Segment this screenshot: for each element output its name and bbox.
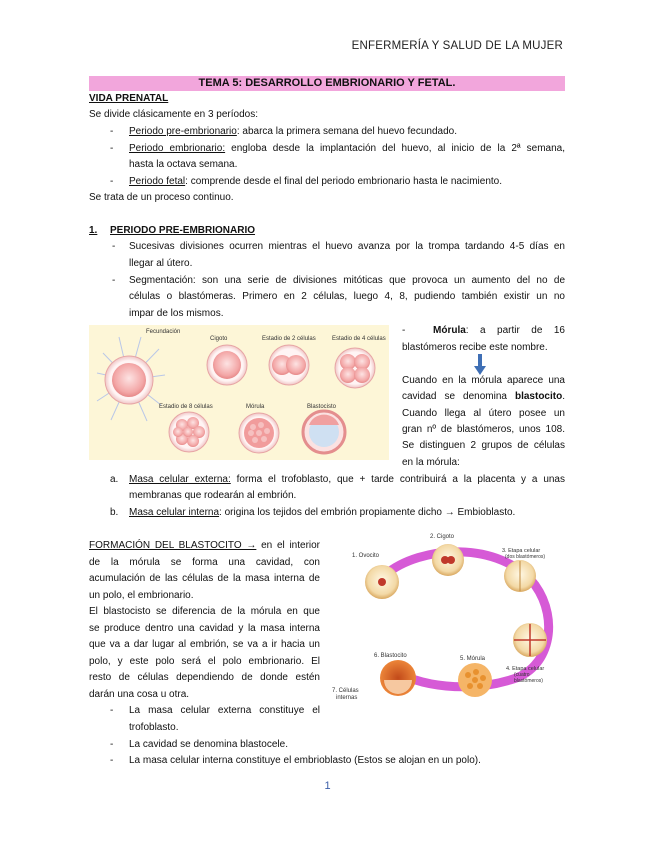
paragraph-line (89, 538, 320, 555)
label-etapa-4a: 4. Etapa celular (506, 666, 545, 672)
term: Periodo embrionario: (129, 143, 226, 154)
blastocyst (380, 660, 416, 696)
two-cell-stage (269, 345, 309, 385)
term: blastocito (514, 391, 563, 402)
label-ovocito: 1. Ovocito (352, 553, 380, 559)
list-item (129, 174, 502, 191)
bullet-dash: - (402, 325, 406, 336)
bullet-dash: - (112, 275, 116, 286)
bullet-dash: - (110, 705, 114, 716)
bullet-dash: - (112, 241, 116, 252)
paragraph-line: acumulación de las células de la masa interna de (89, 573, 320, 584)
section-heading-pre-embrionario: PERIODO PRE-EMBRIONARIO (110, 225, 256, 236)
item-text-cont: llegar al útero. (129, 258, 193, 269)
intro-text: Se divide clásicamente en 3 períodos: (89, 109, 258, 120)
list-item: Segmentación: son una serie de divisiones mitóticas que provoca un aumento del no de (129, 275, 565, 286)
paragraph-line: darán una cosa u otra. (89, 689, 190, 700)
list-item (129, 141, 565, 158)
paragraph-line: que va a dar lugar al embrión, se va a ir hacia un (89, 639, 320, 650)
embryo-cycle-illustration (330, 530, 562, 708)
list-item (433, 323, 565, 340)
list-item: Sucesivas divisiones ocurren mientras el huevo avanza por la trompa tardando 4-5 días en (129, 241, 565, 252)
label-cigoto: Cigoto (210, 336, 228, 342)
paragraph-line: cavidad se denomina blastocito. (402, 391, 565, 402)
paragraph-line: polo, y este polo será el polo embrionario. El (89, 656, 320, 667)
term: Periodo fetal (129, 176, 186, 187)
list-item: La masa celular externa constituye el (129, 705, 320, 716)
label-etapa-3a: 3. Etapa celular (502, 548, 541, 554)
item-text-cont: trofoblasto. (129, 722, 179, 733)
label-morula: Mórula (246, 404, 265, 410)
list-item (129, 124, 457, 141)
text-span: cavidad se denomina (402, 391, 515, 402)
paragraph-line: se produce dentro una cavidad y la masa interna (89, 623, 320, 634)
label-blastocito: 6. Blastocito (374, 653, 407, 659)
paragraph-line: en la mórula: (402, 457, 460, 468)
label-blastocisto: Blastocisto (307, 404, 337, 410)
morula-stage (239, 413, 279, 453)
bullet-dash: - (110, 143, 114, 154)
paragraph-line: El blastocisto se diferencia de la mórula en que (89, 606, 320, 617)
bullet-dash: - (110, 739, 114, 750)
running-header: ENFERMERÍA Y SALUD DE LA MUJER (351, 40, 563, 52)
item-text: : a partir de 16 (465, 325, 565, 336)
text-span: en el interior (261, 540, 321, 551)
term: Periodo pre-embrionario (129, 126, 237, 137)
zygote (432, 544, 464, 576)
label-celulas-b: internas (336, 695, 358, 701)
label-fecundacion: Fecundación (146, 329, 181, 335)
item-text: forma el trofoblasto, que + tarde contribuirá a la placenta y a unas (230, 474, 565, 485)
oocyte (365, 565, 399, 599)
zygote-stage (207, 345, 247, 385)
item-text-cont: hasta la octava semana. (129, 159, 238, 170)
four-cell-stage (335, 348, 375, 388)
label-cigoto: 2. Cigoto (430, 534, 455, 540)
label-etapa-3b: (dos blastómeros) (505, 554, 546, 560)
section-number: 1. (89, 225, 98, 236)
item-text: : comprende desde el final del periodo embrionario hasta le nacimiento. (185, 176, 503, 187)
term: Masa celular interna (129, 507, 220, 518)
item-text: : origina los tejidos del embrión propiamente dicho → Embioblasto. (219, 507, 516, 518)
subsection-heading-formacion: FORMACIÓN DEL BLASTOCITO → (89, 540, 257, 551)
list-letter: a. (110, 474, 119, 485)
label-celulas-a: 7. Células (332, 688, 359, 694)
label-estadio-2: Estadio de 2 células (262, 336, 316, 342)
item-text-cont: impar de los mismos. (129, 308, 224, 319)
item-text: : abarca la primera semana del huevo fecundado. (236, 126, 457, 137)
blastocyst-stage (303, 411, 345, 453)
four-cell (513, 623, 547, 657)
label-etapa-4c: blastómeros) (514, 678, 543, 684)
item-text-cont: membranas que rodearán al embrión. (129, 490, 297, 501)
list-item: La masa celular interna constituye el embrioblasto (Estos se alojan en un polo). (129, 755, 481, 766)
term: Masa celular externa: (129, 474, 231, 485)
label-estadio-4: Estadio de 4 células (332, 336, 386, 342)
page-title: TEMA 5: DESARROLLO EMBRIONARIO Y FETAL. (198, 77, 456, 89)
label-etapa-4b: (cuatro (514, 672, 530, 678)
label-morula: 5. Mórula (460, 656, 486, 662)
list-letter: b. (110, 507, 119, 518)
outro-text: Se trata de un proceso continuo. (89, 192, 234, 203)
paragraph-line: resto de células dependiendo de donde estén (89, 672, 320, 683)
two-cell (504, 560, 536, 592)
cell-division-figure (89, 325, 389, 460)
fertilization-stage (97, 337, 165, 421)
list-item: La cavidad se denomina blastocele. (129, 739, 288, 750)
paragraph-line: Se distinguen 2 grupos de células (402, 440, 565, 451)
list-item (129, 505, 515, 522)
label-estadio-8: Estadio de 8 células (159, 404, 213, 410)
item-text: engloba desde la implantación del huevo, al inicio de la 2ª semana, (225, 143, 565, 154)
paragraph-line: de la mórula se forma una cavidad, con (89, 557, 320, 568)
paragraph-line: gran nº de blastómeros, unos 108. (402, 424, 565, 435)
bullet-dash: - (110, 755, 114, 766)
section-heading-vida-prenatal: VIDA PRENATAL (89, 93, 169, 104)
paragraph-line: Cuando llega al útero posee un (402, 408, 565, 419)
cell-division-illustration (89, 325, 389, 460)
term: Mórula (433, 325, 466, 336)
bullet-dash: - (110, 176, 114, 187)
item-text-cont: blastómeros recibe este nombre. (402, 342, 548, 353)
morula (458, 663, 492, 697)
item-text-cont: células o blastómeras. Primero en 2 células, luego 4, 8, pudiendo también existir un no (129, 291, 565, 302)
bullet-dash: - (110, 126, 114, 137)
embryo-cycle-figure (330, 530, 562, 708)
eight-cell-stage (169, 412, 209, 452)
paragraph-line: Cuando en la mórula aparece una (402, 375, 565, 386)
list-item (129, 472, 565, 489)
page-number: 1 (324, 780, 331, 792)
paragraph-line: un polo, el embrionario. (89, 590, 194, 601)
